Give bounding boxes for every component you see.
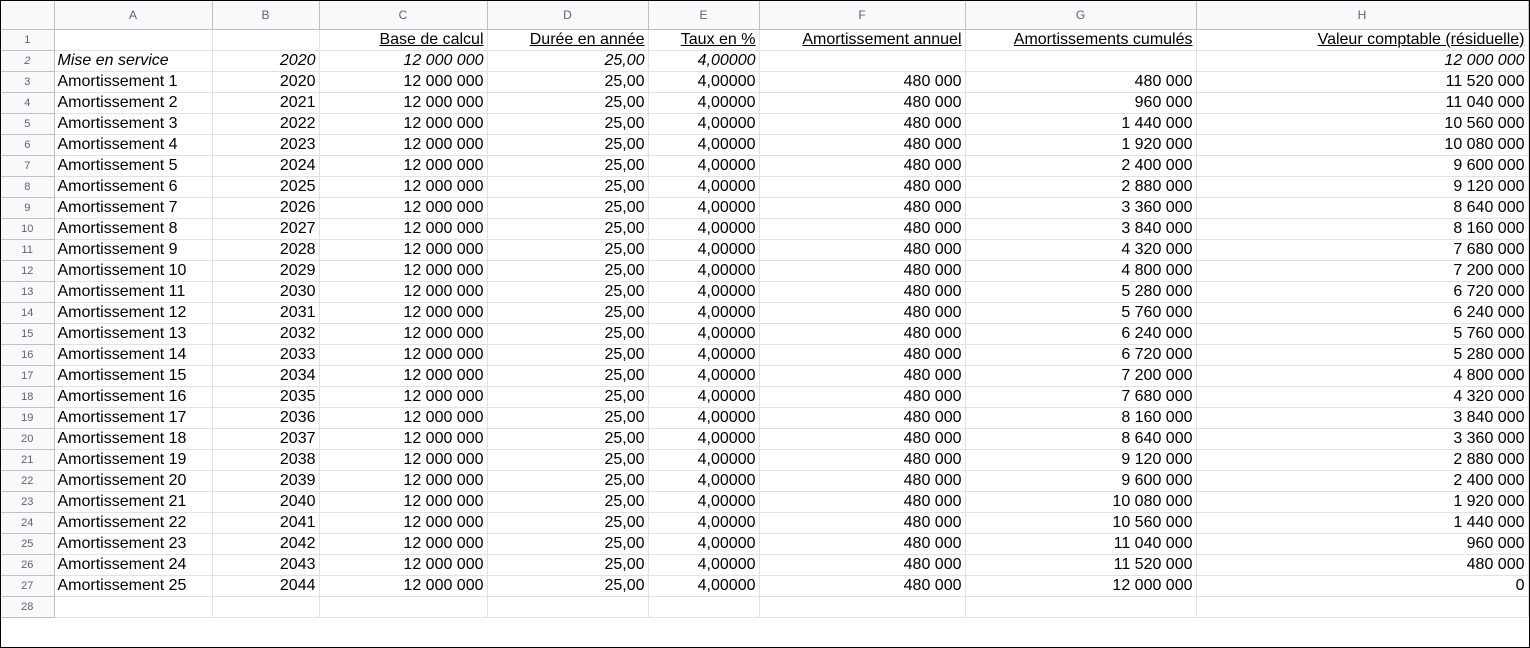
sheet-row	[1, 29, 1528, 50]
sheet-row	[1, 512, 1528, 533]
sheet-row	[1, 176, 1528, 197]
cell-g26[interactable]: 11 520 000	[965, 554, 1196, 575]
cell-e14[interactable]: 4,00000	[648, 302, 759, 323]
cell-g24[interactable]: 10 560 000	[965, 512, 1196, 533]
cell-e12[interactable]: 4,00000	[648, 260, 759, 281]
cell-a23[interactable]: Amortissement 21	[54, 491, 212, 512]
cell-g9[interactable]: 3 360 000	[965, 197, 1196, 218]
cell-f12[interactable]: 480 000	[759, 260, 965, 281]
cell-f2[interactable]	[759, 50, 965, 71]
cell-g20[interactable]: 8 640 000	[965, 428, 1196, 449]
cell-d25[interactable]: 25,00	[487, 533, 648, 554]
sheet-row	[1, 449, 1528, 470]
cell-d3[interactable]: 25,00	[487, 71, 648, 92]
cell-b27[interactable]: 2044	[212, 575, 319, 596]
cell-b11[interactable]: 2028	[212, 239, 319, 260]
cell-g17[interactable]: 7 200 000	[965, 365, 1196, 386]
cell-h28[interactable]	[1196, 596, 1528, 617]
cell-f3[interactable]: 480 000	[759, 71, 965, 92]
cell-e17[interactable]: 4,00000	[648, 365, 759, 386]
cell-e23[interactable]: 4,00000	[648, 491, 759, 512]
cell-g4[interactable]: 960 000	[965, 92, 1196, 113]
cell-c19[interactable]: 12 000 000	[319, 407, 487, 428]
row-header-20[interactable]: 20	[1, 428, 54, 449]
cell-a15[interactable]: Amortissement 13	[54, 323, 212, 344]
cell-d7[interactable]: 25,00	[487, 155, 648, 176]
cell-d5[interactable]: 25,00	[487, 113, 648, 134]
cell-h17[interactable]: 4 800 000	[1196, 365, 1528, 386]
cell-g12[interactable]: 4 800 000	[965, 260, 1196, 281]
cell-b15[interactable]: 2032	[212, 323, 319, 344]
cell-d17[interactable]: 25,00	[487, 365, 648, 386]
cell-f18[interactable]: 480 000	[759, 386, 965, 407]
cell-a16[interactable]: Amortissement 14	[54, 344, 212, 365]
sheet-row	[1, 575, 1528, 596]
row-header-5[interactable]: 5	[1, 113, 54, 134]
cell-f23[interactable]: 480 000	[759, 491, 965, 512]
cell-b25[interactable]: 2042	[212, 533, 319, 554]
cell-e25[interactable]: 4,00000	[648, 533, 759, 554]
cell-b12[interactable]: 2029	[212, 260, 319, 281]
cell-c9[interactable]: 12 000 000	[319, 197, 487, 218]
cell-a2[interactable]: Mise en service	[54, 50, 212, 71]
row-header-1[interactable]: 1	[1, 29, 54, 50]
row-header-23[interactable]: 23	[1, 491, 54, 512]
cell-a19[interactable]: Amortissement 17	[54, 407, 212, 428]
cell-h21[interactable]: 2 880 000	[1196, 449, 1528, 470]
row-header-2[interactable]: 2	[1, 50, 54, 71]
cell-d18[interactable]: 25,00	[487, 386, 648, 407]
column-header-e[interactable]: E	[648, 1, 759, 29]
cell-d23[interactable]: 25,00	[487, 491, 648, 512]
cell-f14[interactable]: 480 000	[759, 302, 965, 323]
cell-h19[interactable]: 3 840 000	[1196, 407, 1528, 428]
column-header-c[interactable]: C	[319, 1, 487, 29]
sheet-row	[1, 197, 1528, 218]
cell-h8[interactable]: 9 120 000	[1196, 176, 1528, 197]
cell-d10[interactable]: 25,00	[487, 218, 648, 239]
cell-a10[interactable]: Amortissement 8	[54, 218, 212, 239]
sheet-row	[1, 281, 1528, 302]
cell-f19[interactable]: 480 000	[759, 407, 965, 428]
cell-g18[interactable]: 7 680 000	[965, 386, 1196, 407]
cell-c23[interactable]: 12 000 000	[319, 491, 487, 512]
cell-e21[interactable]: 4,00000	[648, 449, 759, 470]
sheet-row	[1, 344, 1528, 365]
cell-h2[interactable]: 12 000 000	[1196, 50, 1528, 71]
sheet-row	[1, 239, 1528, 260]
cell-b6[interactable]: 2023	[212, 134, 319, 155]
row-header-13[interactable]: 13	[1, 281, 54, 302]
row-header-19[interactable]: 19	[1, 407, 54, 428]
cell-a13[interactable]: Amortissement 11	[54, 281, 212, 302]
sheet-row	[1, 260, 1528, 281]
cell-g5[interactable]: 1 440 000	[965, 113, 1196, 134]
cell-f22[interactable]: 480 000	[759, 470, 965, 491]
cell-h6[interactable]: 10 080 000	[1196, 134, 1528, 155]
cell-c26[interactable]: 12 000 000	[319, 554, 487, 575]
cell-c28[interactable]	[319, 596, 487, 617]
cell-g27[interactable]: 12 000 000	[965, 575, 1196, 596]
cell-d24[interactable]: 25,00	[487, 512, 648, 533]
sheet-row	[1, 365, 1528, 386]
cell-d28[interactable]	[487, 596, 648, 617]
cell-h23[interactable]: 1 920 000	[1196, 491, 1528, 512]
cell-b21[interactable]: 2038	[212, 449, 319, 470]
cell-e9[interactable]: 4,00000	[648, 197, 759, 218]
cell-f1[interactable]: Amortissement annuel	[759, 29, 965, 50]
row-header-15[interactable]: 15	[1, 323, 54, 344]
cell-c16[interactable]: 12 000 000	[319, 344, 487, 365]
cell-d16[interactable]: 25,00	[487, 344, 648, 365]
cell-a26[interactable]: Amortissement 24	[54, 554, 212, 575]
cell-c21[interactable]: 12 000 000	[319, 449, 487, 470]
cell-b9[interactable]: 2026	[212, 197, 319, 218]
cell-c14[interactable]: 12 000 000	[319, 302, 487, 323]
cell-c6[interactable]: 12 000 000	[319, 134, 487, 155]
cell-e4[interactable]: 4,00000	[648, 92, 759, 113]
cell-d1[interactable]: Durée en année	[487, 29, 648, 50]
cell-d11[interactable]: 25,00	[487, 239, 648, 260]
cell-e16[interactable]: 4,00000	[648, 344, 759, 365]
cell-c11[interactable]: 12 000 000	[319, 239, 487, 260]
row-header-21[interactable]: 21	[1, 449, 54, 470]
cell-b2[interactable]: 2020	[212, 50, 319, 71]
cell-b28[interactable]	[212, 596, 319, 617]
sheet-row	[1, 92, 1528, 113]
sheet-row	[1, 323, 1528, 344]
cell-b22[interactable]: 2039	[212, 470, 319, 491]
cell-h11[interactable]: 7 680 000	[1196, 239, 1528, 260]
cell-a24[interactable]: Amortissement 22	[54, 512, 212, 533]
cell-b13[interactable]: 2030	[212, 281, 319, 302]
cell-d12[interactable]: 25,00	[487, 260, 648, 281]
cell-g1[interactable]: Amortissements cumulés	[965, 29, 1196, 50]
cell-c7[interactable]: 12 000 000	[319, 155, 487, 176]
cell-f10[interactable]: 480 000	[759, 218, 965, 239]
cell-h12[interactable]: 7 200 000	[1196, 260, 1528, 281]
cell-d2[interactable]: 25,00	[487, 50, 648, 71]
cell-b4[interactable]: 2021	[212, 92, 319, 113]
cell-h16[interactable]: 5 280 000	[1196, 344, 1528, 365]
row-header-14[interactable]: 14	[1, 302, 54, 323]
cell-a20[interactable]: Amortissement 18	[54, 428, 212, 449]
sheet-row	[1, 134, 1528, 155]
cell-a9[interactable]: Amortissement 7	[54, 197, 212, 218]
cell-b16[interactable]: 2033	[212, 344, 319, 365]
sheet-row	[1, 113, 1528, 134]
cell-b24[interactable]: 2041	[212, 512, 319, 533]
cell-a4[interactable]: Amortissement 2	[54, 92, 212, 113]
cell-e1[interactable]: Taux en %	[648, 29, 759, 50]
sheet-row	[1, 470, 1528, 491]
cell-g10[interactable]: 3 840 000	[965, 218, 1196, 239]
row-header-10[interactable]: 10	[1, 218, 54, 239]
cell-b26[interactable]: 2043	[212, 554, 319, 575]
cell-d9[interactable]: 25,00	[487, 197, 648, 218]
cell-f8[interactable]: 480 000	[759, 176, 965, 197]
cell-g16[interactable]: 6 720 000	[965, 344, 1196, 365]
cell-d15[interactable]: 25,00	[487, 323, 648, 344]
cell-f5[interactable]: 480 000	[759, 113, 965, 134]
row-header-4[interactable]: 4	[1, 92, 54, 113]
cell-f21[interactable]: 480 000	[759, 449, 965, 470]
cell-h15[interactable]: 5 760 000	[1196, 323, 1528, 344]
sheet-row	[1, 218, 1528, 239]
cell-c15[interactable]: 12 000 000	[319, 323, 487, 344]
cell-g19[interactable]: 8 160 000	[965, 407, 1196, 428]
cell-g28[interactable]	[965, 596, 1196, 617]
column-header-h[interactable]: H	[1196, 1, 1528, 29]
cell-a3[interactable]: Amortissement 1	[54, 71, 212, 92]
cell-b17[interactable]: 2034	[212, 365, 319, 386]
cell-c22[interactable]: 12 000 000	[319, 470, 487, 491]
cell-b5[interactable]: 2022	[212, 113, 319, 134]
row-header-7[interactable]: 7	[1, 155, 54, 176]
cell-e18[interactable]: 4,00000	[648, 386, 759, 407]
cell-e24[interactable]: 4,00000	[648, 512, 759, 533]
cell-e5[interactable]: 4,00000	[648, 113, 759, 134]
cell-e3[interactable]: 4,00000	[648, 71, 759, 92]
cell-d19[interactable]: 25,00	[487, 407, 648, 428]
cell-a8[interactable]: Amortissement 6	[54, 176, 212, 197]
cell-f28[interactable]	[759, 596, 965, 617]
cell-e26[interactable]: 4,00000	[648, 554, 759, 575]
cell-g21[interactable]: 9 120 000	[965, 449, 1196, 470]
row-header-27[interactable]: 27	[1, 575, 54, 596]
cell-b3[interactable]: 2020	[212, 71, 319, 92]
cell-a25[interactable]: Amortissement 23	[54, 533, 212, 554]
cell-g23[interactable]: 10 080 000	[965, 491, 1196, 512]
cell-e13[interactable]: 4,00000	[648, 281, 759, 302]
cell-a28[interactable]	[54, 596, 212, 617]
row-header-28[interactable]: 28	[1, 596, 54, 617]
cell-b1[interactable]	[212, 29, 319, 50]
cell-c3[interactable]: 12 000 000	[319, 71, 487, 92]
cell-h9[interactable]: 8 640 000	[1196, 197, 1528, 218]
cell-g15[interactable]: 6 240 000	[965, 323, 1196, 344]
cell-e6[interactable]: 4,00000	[648, 134, 759, 155]
cell-e15[interactable]: 4,00000	[648, 323, 759, 344]
cell-d4[interactable]: 25,00	[487, 92, 648, 113]
cell-d13[interactable]: 25,00	[487, 281, 648, 302]
cell-g7[interactable]: 2 400 000	[965, 155, 1196, 176]
cell-b7[interactable]: 2024	[212, 155, 319, 176]
sheet-row	[1, 428, 1528, 449]
sheet-row	[1, 407, 1528, 428]
select-all-corner[interactable]	[1, 1, 54, 29]
row-header-18[interactable]: 18	[1, 386, 54, 407]
cell-e19[interactable]: 4,00000	[648, 407, 759, 428]
row-header-8[interactable]: 8	[1, 176, 54, 197]
cell-h20[interactable]: 3 360 000	[1196, 428, 1528, 449]
cell-e7[interactable]: 4,00000	[648, 155, 759, 176]
cell-h26[interactable]: 480 000	[1196, 554, 1528, 575]
cell-c25[interactable]: 12 000 000	[319, 533, 487, 554]
cell-f11[interactable]: 480 000	[759, 239, 965, 260]
cell-f27[interactable]: 480 000	[759, 575, 965, 596]
cell-f16[interactable]: 480 000	[759, 344, 965, 365]
row-header-3[interactable]: 3	[1, 71, 54, 92]
cell-h27[interactable]: 0	[1196, 575, 1528, 596]
cell-h18[interactable]: 4 320 000	[1196, 386, 1528, 407]
sheet-row	[1, 554, 1528, 575]
cell-g22[interactable]: 9 600 000	[965, 470, 1196, 491]
cell-f24[interactable]: 480 000	[759, 512, 965, 533]
cell-h14[interactable]: 6 240 000	[1196, 302, 1528, 323]
sheet-table	[1, 1, 1529, 618]
row-header-11[interactable]: 11	[1, 239, 54, 260]
cell-f13[interactable]: 480 000	[759, 281, 965, 302]
sheet-row	[1, 596, 1528, 617]
cell-c13[interactable]: 12 000 000	[319, 281, 487, 302]
sheet-row	[1, 491, 1528, 512]
row-header-26[interactable]: 26	[1, 554, 54, 575]
cell-b20[interactable]: 2037	[212, 428, 319, 449]
cell-a7[interactable]: Amortissement 5	[54, 155, 212, 176]
cell-d27[interactable]: 25,00	[487, 575, 648, 596]
cell-f4[interactable]: 480 000	[759, 92, 965, 113]
cell-f20[interactable]: 480 000	[759, 428, 965, 449]
cell-c18[interactable]: 12 000 000	[319, 386, 487, 407]
cell-a6[interactable]: Amortissement 4	[54, 134, 212, 155]
cell-a17[interactable]: Amortissement 15	[54, 365, 212, 386]
cell-b8[interactable]: 2025	[212, 176, 319, 197]
cell-e10[interactable]: 4,00000	[648, 218, 759, 239]
cell-d8[interactable]: 25,00	[487, 176, 648, 197]
column-header-row	[1, 1, 1528, 29]
cell-b14[interactable]: 2031	[212, 302, 319, 323]
cell-h24[interactable]: 1 440 000	[1196, 512, 1528, 533]
cell-a12[interactable]: Amortissement 10	[54, 260, 212, 281]
cell-g3[interactable]: 480 000	[965, 71, 1196, 92]
cell-f15[interactable]: 480 000	[759, 323, 965, 344]
cell-c8[interactable]: 12 000 000	[319, 176, 487, 197]
row-header-24[interactable]: 24	[1, 512, 54, 533]
cell-d14[interactable]: 25,00	[487, 302, 648, 323]
cell-f26[interactable]: 480 000	[759, 554, 965, 575]
cell-c24[interactable]: 12 000 000	[319, 512, 487, 533]
cell-e27[interactable]: 4,00000	[648, 575, 759, 596]
cell-g25[interactable]: 11 040 000	[965, 533, 1196, 554]
sheet-row	[1, 533, 1528, 554]
cell-c5[interactable]: 12 000 000	[319, 113, 487, 134]
cell-b18[interactable]: 2035	[212, 386, 319, 407]
cell-d21[interactable]: 25,00	[487, 449, 648, 470]
cell-c27[interactable]: 12 000 000	[319, 575, 487, 596]
cell-e11[interactable]: 4,00000	[648, 239, 759, 260]
cell-c10[interactable]: 12 000 000	[319, 218, 487, 239]
cell-g2[interactable]	[965, 50, 1196, 71]
cell-e2[interactable]: 4,00000	[648, 50, 759, 71]
cell-h4[interactable]: 11 040 000	[1196, 92, 1528, 113]
sheet-row	[1, 71, 1528, 92]
row-header-22[interactable]: 22	[1, 470, 54, 491]
cell-e28[interactable]	[648, 596, 759, 617]
cell-c4[interactable]: 12 000 000	[319, 92, 487, 113]
cell-f25[interactable]: 480 000	[759, 533, 965, 554]
cell-g6[interactable]: 1 920 000	[965, 134, 1196, 155]
sheet-row	[1, 155, 1528, 176]
cell-a14[interactable]: Amortissement 12	[54, 302, 212, 323]
cell-h3[interactable]: 11 520 000	[1196, 71, 1528, 92]
cell-g14[interactable]: 5 760 000	[965, 302, 1196, 323]
row-header-25[interactable]: 25	[1, 533, 54, 554]
row-header-17[interactable]: 17	[1, 365, 54, 386]
cell-a1[interactable]	[54, 29, 212, 50]
cell-c17[interactable]: 12 000 000	[319, 365, 487, 386]
cell-g11[interactable]: 4 320 000	[965, 239, 1196, 260]
cell-e22[interactable]: 4,00000	[648, 470, 759, 491]
cell-f9[interactable]: 480 000	[759, 197, 965, 218]
cell-g8[interactable]: 2 880 000	[965, 176, 1196, 197]
column-header-g[interactable]: G	[965, 1, 1196, 29]
cell-h5[interactable]: 10 560 000	[1196, 113, 1528, 134]
cell-a22[interactable]: Amortissement 20	[54, 470, 212, 491]
cell-h22[interactable]: 2 400 000	[1196, 470, 1528, 491]
cell-h7[interactable]: 9 600 000	[1196, 155, 1528, 176]
cell-a27[interactable]: Amortissement 25	[54, 575, 212, 596]
cell-b23[interactable]: 2040	[212, 491, 319, 512]
cell-a5[interactable]: Amortissement 3	[54, 113, 212, 134]
column-header-b[interactable]: B	[212, 1, 319, 29]
cell-c12[interactable]: 12 000 000	[319, 260, 487, 281]
cell-c1[interactable]: Base de calcul	[319, 29, 487, 50]
cell-h1[interactable]: Valeur comptable (résiduelle)	[1196, 29, 1528, 50]
cell-f6[interactable]: 480 000	[759, 134, 965, 155]
row-header-16[interactable]: 16	[1, 344, 54, 365]
cell-d26[interactable]: 25,00	[487, 554, 648, 575]
column-header-f[interactable]: F	[759, 1, 965, 29]
cell-e20[interactable]: 4,00000	[648, 428, 759, 449]
cell-d20[interactable]: 25,00	[487, 428, 648, 449]
cell-b19[interactable]: 2036	[212, 407, 319, 428]
cell-h25[interactable]: 960 000	[1196, 533, 1528, 554]
cell-h10[interactable]: 8 160 000	[1196, 218, 1528, 239]
cell-d6[interactable]: 25,00	[487, 134, 648, 155]
cell-e8[interactable]: 4,00000	[648, 176, 759, 197]
cell-b10[interactable]: 2027	[212, 218, 319, 239]
cell-c20[interactable]: 12 000 000	[319, 428, 487, 449]
cell-h13[interactable]: 6 720 000	[1196, 281, 1528, 302]
cell-f17[interactable]: 480 000	[759, 365, 965, 386]
sheet-row	[1, 302, 1528, 323]
cell-c2[interactable]: 12 000 000	[319, 50, 487, 71]
column-header-a[interactable]: A	[54, 1, 212, 29]
sheet-row	[1, 50, 1528, 71]
cell-a21[interactable]: Amortissement 19	[54, 449, 212, 470]
row-header-12[interactable]: 12	[1, 260, 54, 281]
cell-a11[interactable]: Amortissement 9	[54, 239, 212, 260]
column-header-d[interactable]: D	[487, 1, 648, 29]
cell-d22[interactable]: 25,00	[487, 470, 648, 491]
cell-f7[interactable]: 480 000	[759, 155, 965, 176]
row-header-9[interactable]: 9	[1, 197, 54, 218]
cell-g13[interactable]: 5 280 000	[965, 281, 1196, 302]
cell-a18[interactable]: Amortissement 16	[54, 386, 212, 407]
row-header-6[interactable]: 6	[1, 134, 54, 155]
sheet-row	[1, 386, 1528, 407]
